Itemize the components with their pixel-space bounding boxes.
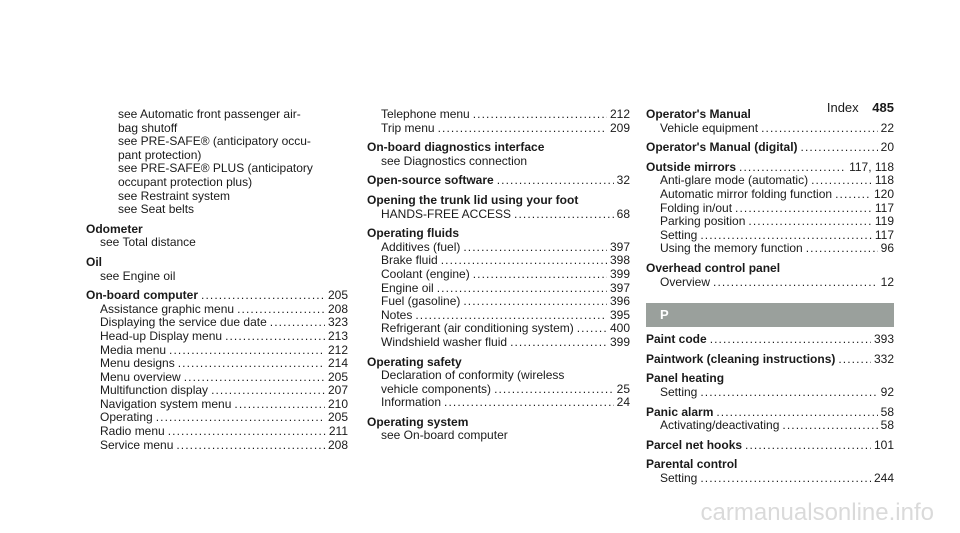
sub-entry: Multifunction display ..... 207: [86, 384, 348, 398]
entry-heading: Panel heating: [646, 371, 725, 386]
entry-heading: Operating fluids: [367, 226, 460, 241]
entry-heading: Parental control: [646, 457, 738, 472]
continuation-entries: [86, 108, 348, 217]
see-reference: see On-board computer: [381, 428, 508, 443]
entry-heading: Open-source software ..... 32: [367, 174, 630, 188]
sub-entry: Trip menu ..... 209: [367, 122, 630, 136]
sub-entry: Radio menu ..... 211: [86, 425, 348, 439]
sub-entry: Using the memory function ..... 96: [646, 242, 894, 256]
entry-heading: Overhead control panel: [646, 260, 781, 275]
sub-entry-text: Declaration of conformity (wireless: [381, 368, 565, 383]
index-column-3: [646, 108, 894, 485]
sub-entry: vehicle components) ..... 25: [367, 383, 630, 397]
index-column-1: [86, 108, 348, 452]
sub-entry: Menu designs ..... 214: [86, 357, 348, 371]
entry-heading: Opening the trunk lid using your foot: [367, 192, 579, 207]
index-column-2: [367, 108, 630, 443]
sub-entry: Parking position ..... 119: [646, 215, 894, 229]
entry-heading: Paintwork (cleaning instructions) ..... 332: [646, 353, 894, 367]
page-number: 485: [872, 100, 894, 115]
sub-entry: Windshield washer fluid ..... 399: [367, 336, 630, 350]
entry-heading: Operating safety: [367, 354, 462, 369]
sub-entry: Vehicle equipment ..... 22: [646, 122, 894, 136]
see-reference: see Engine oil: [100, 268, 176, 283]
sub-entry: Setting ..... 92: [646, 386, 894, 400]
sub-entry: Notes ..... 395: [367, 309, 630, 323]
sub-entry: Displaying the service due date ..... 323: [86, 316, 348, 330]
sub-entry: Coolant (engine) ..... 399: [367, 268, 630, 282]
entry-heading: On-board diagnostics interface: [367, 140, 545, 155]
see-reference: see Restraint system: [118, 188, 231, 203]
sub-entry: Setting ..... 117: [646, 229, 894, 243]
entry-heading: Operator's Manual (digital) ..... 20: [646, 141, 894, 155]
see-reference: bag shutoff: [118, 120, 178, 135]
sub-entry: Refrigerant (air conditioning system) ..... 400: [367, 322, 630, 336]
page-ref: 205: [327, 288, 348, 303]
sub-entry: Additives (fuel) ..... 397: [367, 241, 630, 255]
sub-entry: Automatic mirror folding function ..... 120: [646, 188, 894, 202]
watermark: carmanualsonline.info: [700, 499, 934, 526]
see-reference: see Seat belts: [118, 202, 195, 217]
entry-heading: On-board computer ..... 205: [86, 289, 348, 303]
entry-heading: Oil: [86, 254, 103, 269]
sub-entry: Activating/deactivating ..... 58: [646, 419, 894, 433]
see-reference: see Automatic front passenger air-: [118, 107, 301, 121]
entry-heading: Paint code ..... 393: [646, 333, 894, 347]
entry-heading: Outside mirrors ..... 117, 118: [646, 161, 894, 175]
section-label: Index: [826, 100, 859, 115]
sub-entry: HANDS-FREE ACCESS ..... 68: [367, 208, 630, 222]
see-reference: see PRE-SAFE® (anticipatory occu-: [118, 134, 311, 149]
sub-entry: Navigation system menu ..... 210: [86, 398, 348, 412]
sub-entry: Brake fluid ..... 398: [367, 254, 630, 268]
sub-entry: Overview ..... 12: [646, 276, 894, 290]
sub-entry: Anti-glare mode (automatic) ..... 118: [646, 174, 894, 188]
see-reference: pant protection): [118, 147, 202, 162]
see-reference: see Diagnostics connection: [381, 153, 528, 168]
entry-heading: Operator's Manual: [646, 107, 751, 121]
see-reference: see PRE-SAFE® PLUS (anticipatory: [118, 161, 313, 176]
entry-heading: Odometer: [86, 221, 143, 236]
sub-entry: Service menu ..... 208: [86, 439, 348, 453]
sub-entry: Fuel (gasoline) ..... 396: [367, 295, 630, 309]
see-reference: occupant protection plus): [118, 174, 253, 189]
sub-entry: Head-up Display menu ..... 213: [86, 330, 348, 344]
sub-entry: Menu overview ..... 205: [86, 371, 348, 385]
sub-entry: Engine oil ..... 397: [367, 282, 630, 296]
sub-entry: Assistance graphic menu ..... 208: [86, 303, 348, 317]
sub-entry: Folding in/out ..... 117: [646, 202, 894, 216]
see-reference: see Total distance: [100, 235, 196, 250]
entry-heading: Parcel net hooks ..... 101: [646, 439, 894, 453]
sub-entry: Telephone menu ..... 212: [367, 108, 630, 122]
sub-entry: Setting ..... 244: [646, 472, 894, 486]
sub-entry: Operating ..... 205: [86, 411, 348, 425]
sub-entry: Media menu ..... 212: [86, 344, 348, 358]
entry-heading: Panic alarm ..... 58: [646, 406, 894, 420]
sub-entry: Information ..... 24: [367, 396, 630, 410]
entry-heading: Operating system: [367, 414, 469, 429]
letter-divider: P: [646, 303, 894, 327]
